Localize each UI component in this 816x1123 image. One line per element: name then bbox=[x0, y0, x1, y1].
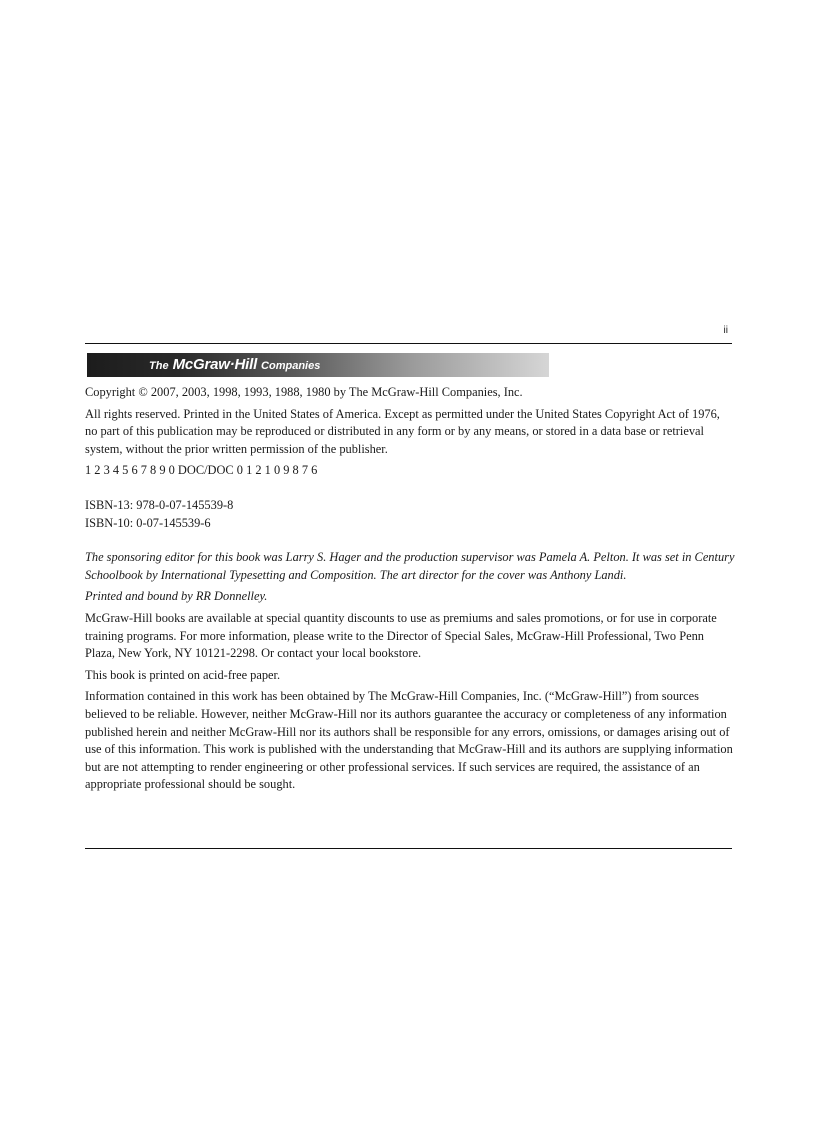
logo-name-text: McGraw·Hill bbox=[172, 356, 258, 373]
printer-credit: Printed and bound by RR Donnelley. bbox=[85, 589, 268, 604]
top-rule bbox=[85, 343, 732, 344]
printing-line: 1 2 3 4 5 6 7 8 9 0 DOC/DOC 0 1 2 1 0 9 8 7 6 bbox=[85, 463, 318, 478]
bottom-rule bbox=[85, 848, 732, 849]
acid-free-paper-note: This book is printed on acid-free paper. bbox=[85, 667, 281, 682]
isbn-10: ISBN-10: 0-07-145539-6 bbox=[85, 515, 211, 530]
logo-the-text: The bbox=[149, 360, 169, 372]
special-sales-note: McGraw-Hill books are available at special quantity discounts to use as premiums and sales promotions, or for use in corporate training programs. For more information, please write to the Director of Special Sales, McGraw-Hill Professional, Two Penn Plaza, New York, NY 10121-2298. Or contact your local bookstore. bbox=[85, 610, 717, 661]
copyright-page-content bbox=[85, 384, 735, 798]
rights-statement: All rights reserved. Printed in the United States of America. Except as permitted under the United States Copyright Act of 1976, no part of this publication may be reproduced or distributed in any form or by any means, or stored in a data base or retrieval system, without the prior written permission of the publisher. bbox=[85, 406, 720, 456]
logo-companies-text: Companies bbox=[261, 360, 321, 372]
editor-credits: The sponsoring editor for this book was Larry S. Hager and the production supervisor was Pamela A. Pelton. It was set in Century Schoolbook by International Typesetting and Composition. The art director for the cover was Anthony Landi. bbox=[85, 550, 735, 582]
publisher-logo bbox=[87, 353, 549, 377]
page-number: ii bbox=[723, 325, 728, 336]
disclaimer: Information contained in this work has been obtained by The McGraw-Hill Companies, Inc. (“McGraw-Hill”) from sources believed to be reliable. However, neither McGraw-Hill nor its authors guarantee the accuracy or completeness of any information published herein and neither McGraw-Hill nor its authors shall be responsible for any errors, omissions, or damages arising out of use of this information. This work is published with the understanding that McGraw-Hill and its authors are supplying information but are not attempting to render engineering or other professional services. If such services are required, the assistance of an appropriate professional should be sought. bbox=[85, 689, 733, 792]
copyright-notice: Copyright © 2007, 2003, 1998, 1993, 1988, 1980 by The McGraw-Hill Companies, Inc. bbox=[85, 385, 523, 399]
isbn-13: ISBN-13: 978-0-07-145539-8 bbox=[85, 497, 234, 512]
